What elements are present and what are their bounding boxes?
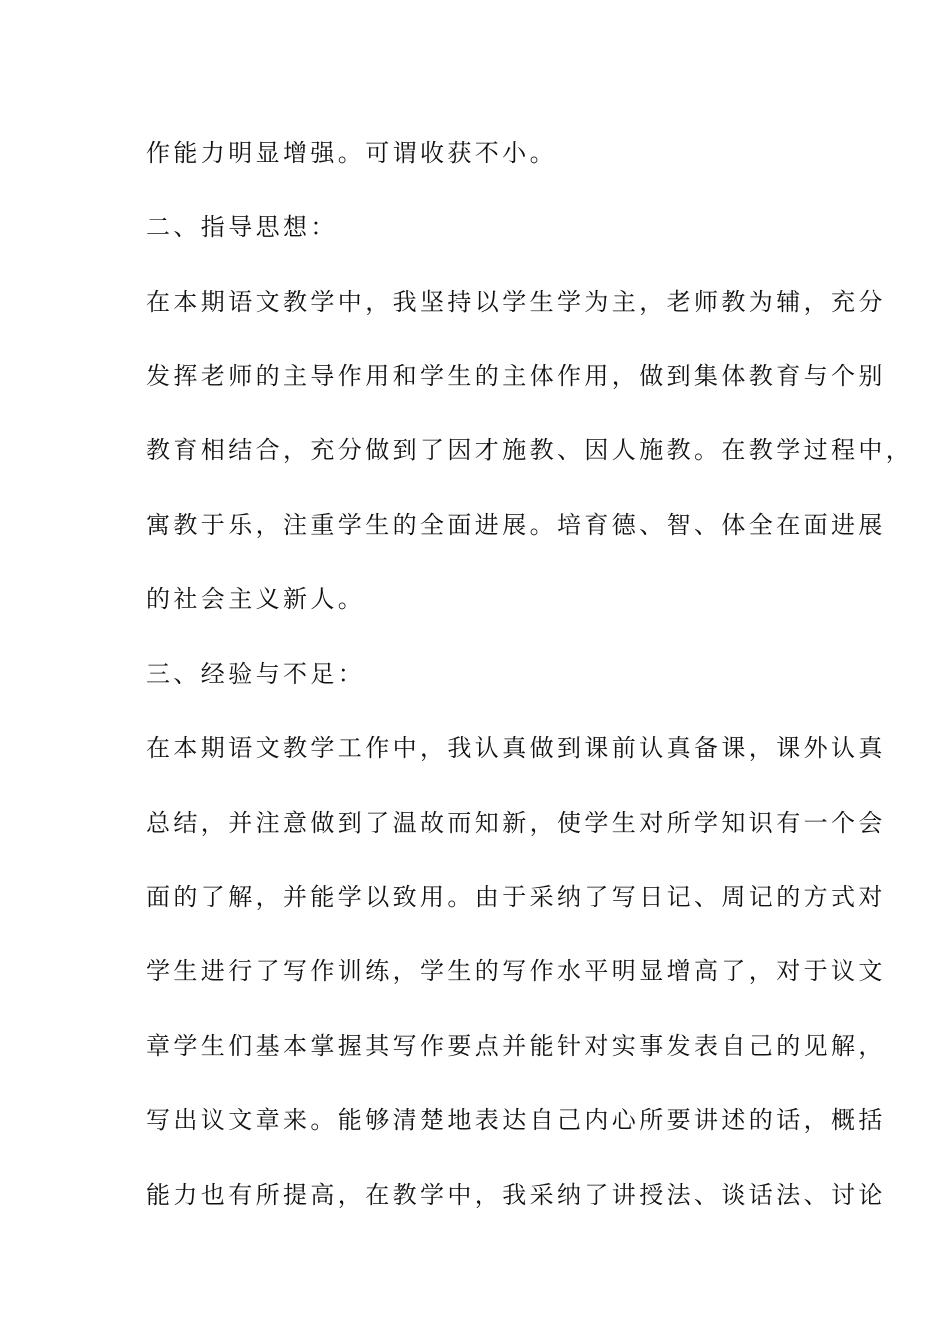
text-line: 在本期语文教学工作中，我认真做到课前认真备课，课外认真 xyxy=(146,734,886,762)
text-line: 写出议文章来。能够清楚地表达自己内心所要讲述的话，概括 xyxy=(146,1106,886,1134)
text-line: 寓教于乐，注重学生的全面进展。培育德、智、体全在面进展 xyxy=(146,511,886,539)
section-heading-experience: 三、经验与不足： xyxy=(146,660,366,688)
text-line: 学生进行了写作训练，学生的写作水平明显增高了，对于议文 xyxy=(146,957,886,985)
text-line: 总结，并注意做到了温故而知新，使学生对所学知识有一个会 xyxy=(146,809,886,837)
text-line: 章学生们基本掌握其写作要点并能针对实事发表自己的见解， xyxy=(146,1032,886,1060)
text-line: 作能力明显增强。可谓收获不小。 xyxy=(146,139,557,167)
text-line: 面的了解，并能学以致用。由于采纳了写日记、周记的方式对 xyxy=(146,883,886,911)
text-line: 教育相结合，充分做到了因才施教、因人施教。在教学过程中， xyxy=(146,436,914,464)
text-line: 在本期语文教学中，我坚持以学生学为主，老师教为辅，充分 xyxy=(146,288,886,316)
text-line: 发挥老师的主导作用和学生的主体作用，做到集体教育与个别 xyxy=(146,362,886,390)
section-heading-guiding-ideas: 二、指导思想： xyxy=(146,213,338,241)
text-line: 能力也有所提高，在教学中，我采纳了讲授法、谈话法、讨论 xyxy=(146,1181,886,1209)
text-line: 的社会主义新人。 xyxy=(146,585,366,613)
